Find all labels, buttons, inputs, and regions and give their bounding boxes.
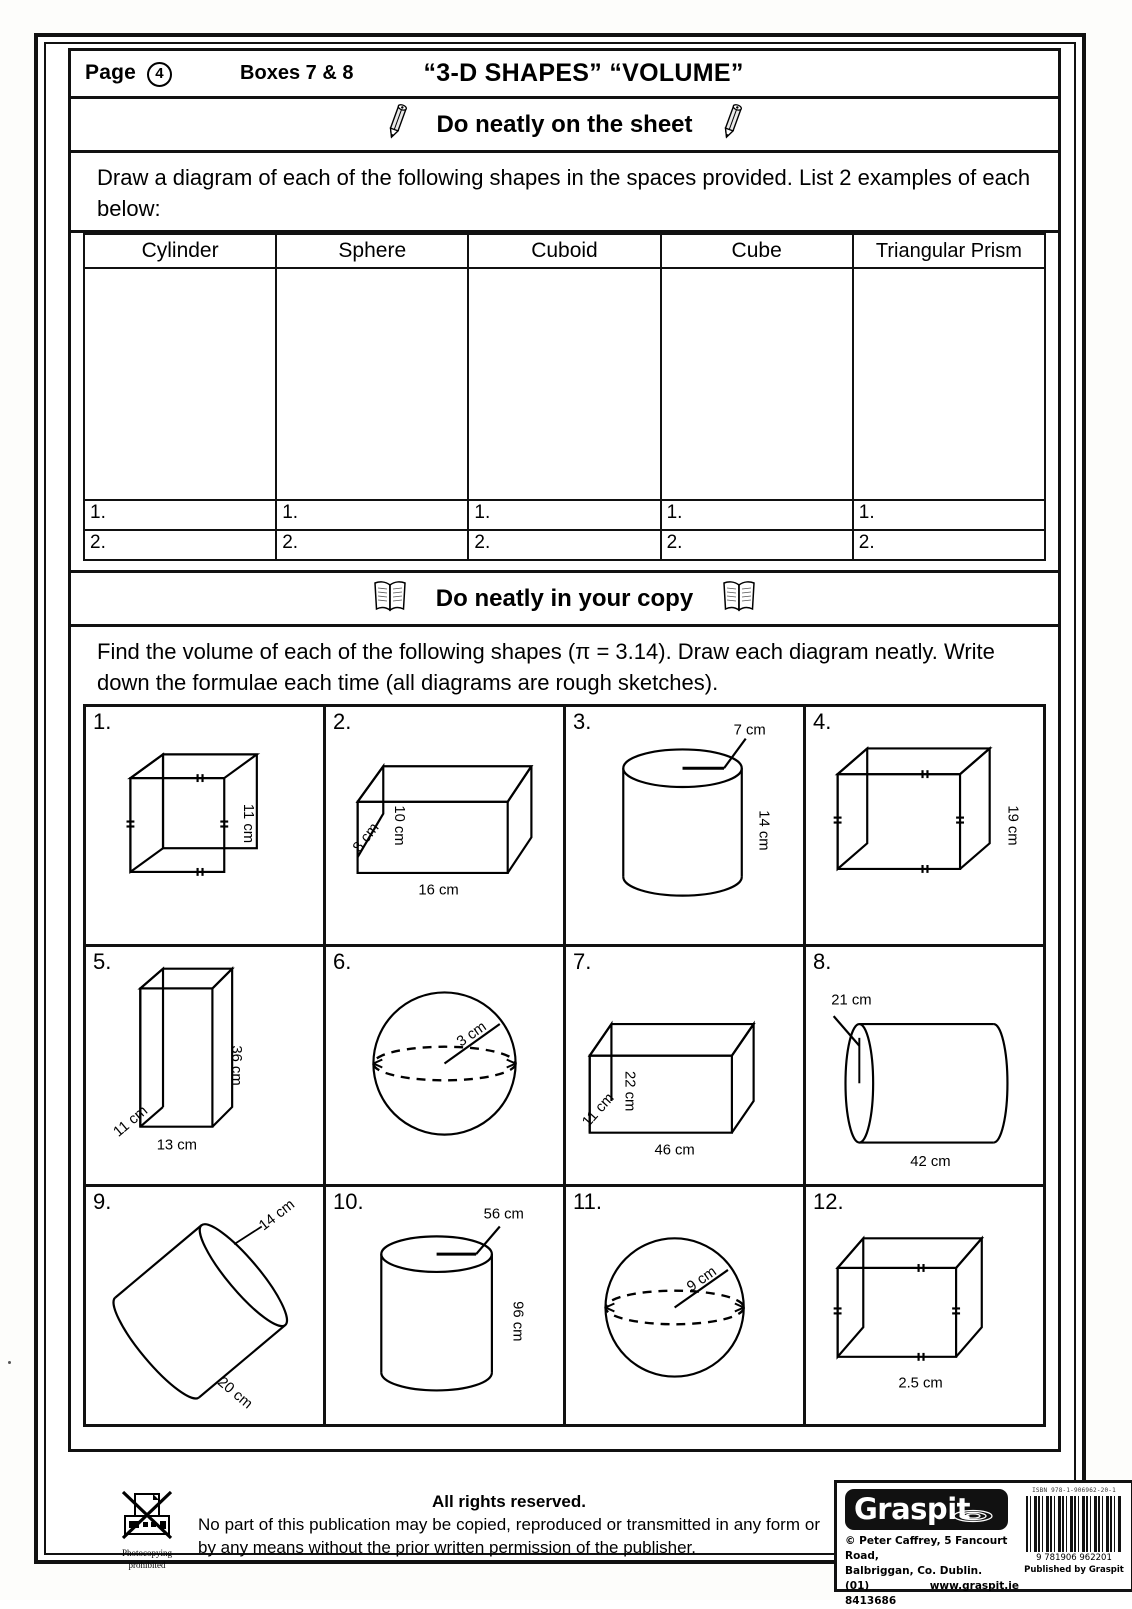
example-1-cylinder[interactable]: 1. (84, 500, 276, 530)
figure-cylinder-10 (326, 1187, 563, 1424)
page-number: 4 (147, 62, 172, 87)
shapes-drawing-row (84, 268, 1045, 500)
shapes-header-triangular-prism: Triangular Prism (853, 234, 1045, 268)
dimension-label: 10 cm (391, 805, 408, 846)
dimension-label: 7 cm (733, 722, 766, 739)
example-1-cube[interactable]: 1. (661, 500, 853, 530)
problem-cell-2[interactable] (325, 706, 565, 946)
shapes-header-sphere: Sphere (276, 234, 468, 268)
worksheet-body (68, 48, 1061, 1452)
page-outer-border (34, 33, 1124, 1607)
ripple-icon (952, 1508, 994, 1528)
problem-number-6: 6. (333, 949, 352, 974)
dimension-label: 42 cm (910, 1154, 951, 1171)
problems-row-1 (85, 706, 1045, 946)
problem-cell-1[interactable] (85, 706, 325, 946)
figure-sphere-11 (566, 1187, 803, 1424)
graspit-logo (845, 1489, 1008, 1530)
figure-cylinder-3 (566, 707, 803, 944)
graspit-brand-name: Graspit (854, 1492, 970, 1526)
published-by-text: Published by Graspit (1024, 1565, 1124, 1575)
problems-grid-band (71, 704, 1058, 1427)
rights-body: No part of this publication may be copied, reproduced or transmitted in any form or by any means without the prior written permission of the publisher. (198, 1515, 820, 1557)
figure-cube-4 (806, 707, 1043, 944)
dimension-label: 22 cm (621, 1071, 638, 1112)
figure-cylinder-horizontal-8 (806, 947, 1043, 1184)
dimension-label: 11 cm (110, 1102, 151, 1141)
header-band (71, 51, 1058, 99)
figure-cuboid-5 (86, 947, 323, 1184)
isbn-text: ISBN 978-1-906962-20-1 (1032, 1487, 1116, 1494)
figure-cuboid-7 (566, 947, 803, 1184)
page-footer (74, 1474, 1132, 1607)
dimension-label: 20 cm (214, 1374, 256, 1413)
photocopy-caption-line-2: prohibited (128, 1560, 166, 1570)
example-2-sphere[interactable]: 2. (276, 530, 468, 560)
barcode-image (1026, 1496, 1122, 1552)
ribbon-copy-text: Do neatly in your copy (435, 584, 694, 612)
drawing-space-sphere[interactable] (276, 268, 468, 500)
publisher-block (834, 1480, 1132, 1607)
problem-cell-5[interactable] (85, 946, 325, 1186)
problem-cell-3[interactable] (565, 706, 805, 946)
problem-cell-6[interactable] (325, 946, 565, 1186)
shapes-table-band (71, 233, 1058, 573)
dimension-label: 8 cm (350, 820, 383, 856)
rights-title: All rights reserved. (431, 1492, 586, 1511)
dimension-label: 21 cm (831, 992, 872, 1009)
shapes-table (83, 233, 1046, 561)
dimension-label: 11 cm (579, 1090, 618, 1131)
example-2-triangular-prism[interactable]: 2. (853, 530, 1045, 560)
open-book-icon (370, 576, 410, 621)
problem-cell-8[interactable] (805, 946, 1045, 1186)
publisher-address-line-2: Balbriggan, Co. Dublin. (845, 1565, 983, 1577)
drawing-space-cuboid[interactable] (468, 268, 660, 500)
problem-cell-4[interactable] (805, 706, 1045, 946)
ribbon-sheet-text: Do neatly on the sheet (436, 110, 693, 138)
dimension-label: 16 cm (418, 882, 459, 899)
page-label-text: Page (85, 60, 136, 84)
shapes-example-row-1 (84, 500, 1045, 530)
publisher-website[interactable]: www.graspit.ie (929, 1580, 1019, 1592)
instruction-top-band (71, 153, 1058, 233)
dimension-label: 96 cm (509, 1301, 526, 1342)
publisher-phone: (01) 8413686 (845, 1580, 897, 1607)
example-1-triangular-prism[interactable]: 1. (853, 500, 1045, 530)
photocopying-prohibited-icon (108, 1490, 186, 1571)
photocopy-caption-line-1: Photocopying (121, 1548, 172, 1558)
problems-row-2 (85, 946, 1045, 1186)
figure-cube-1 (86, 707, 323, 944)
shapes-header-cuboid: Cuboid (468, 234, 660, 268)
instruction-bottom-band (71, 627, 1058, 704)
problem-number-9: 9. (93, 1189, 112, 1214)
publisher-address-line-1: © Peter Caffrey, 5 Fancourt Road, (845, 1535, 1008, 1562)
problem-cell-9[interactable] (85, 1186, 325, 1426)
problem-number-12: 12. (813, 1189, 844, 1214)
figure-cuboid-2 (326, 707, 563, 944)
shapes-header-cube: Cube (661, 234, 853, 268)
boxes-label: Boxes 7 & 8 (240, 62, 354, 84)
problem-number-2: 2. (333, 709, 352, 734)
ribbon-do-neatly-copy (71, 573, 1058, 627)
dimension-label: 13 cm (156, 1137, 197, 1154)
problem-cell-12[interactable] (805, 1186, 1045, 1426)
problems-row-3 (85, 1186, 1045, 1426)
problem-number-11: 11. (573, 1189, 602, 1214)
ribbon-do-neatly-sheet (71, 99, 1058, 153)
isbn-barcode-block (1019, 1483, 1131, 1589)
problem-number-3: 3. (573, 709, 592, 734)
problem-cell-7[interactable] (565, 946, 805, 1186)
dimension-label: 46 cm (654, 1142, 695, 1159)
pencil-icon (719, 102, 745, 147)
problem-number-4: 4. (813, 709, 832, 734)
dimension-label: 11 cm (240, 803, 256, 844)
problems-table (83, 704, 1046, 1427)
problem-number-7: 7. (573, 949, 592, 974)
publisher-details (837, 1483, 1019, 1607)
dimension-label: 3 cm (454, 1018, 490, 1051)
problem-number-8: 8. (813, 949, 832, 974)
instruction-top-text: Draw a diagram of each of the following shapes in the spaces provided. List 2 examples of each below: (97, 165, 1031, 221)
shapes-table-header-row (84, 234, 1045, 268)
rights-notice (198, 1492, 820, 1559)
dimension-label: 14 cm (256, 1196, 298, 1235)
dimension-label: 9 cm (684, 1263, 720, 1296)
example-2-cube[interactable]: 2. (661, 530, 853, 560)
page-title: “3-D SHAPES” “VOLUME” (423, 59, 744, 87)
instruction-bottom-text: Find the volume of each of the following shapes (π = 3.14). Draw each diagram neatly. Write down the formulae each time (all diagrams are rough sketches). (97, 639, 995, 695)
figure-cube-12 (806, 1187, 1043, 1424)
drawing-space-cube[interactable] (661, 268, 853, 500)
pencil-icon (384, 102, 410, 147)
problem-number-10: 10. (333, 1189, 364, 1214)
drawing-space-cylinder[interactable] (84, 268, 276, 500)
problem-number-5: 5. (93, 949, 112, 974)
open-book-icon (719, 576, 759, 621)
problem-number-1: 1. (93, 709, 112, 734)
dimension-label: 19 cm (1004, 805, 1021, 846)
example-1-cuboid[interactable]: 1. (468, 500, 660, 530)
example-1-sphere[interactable]: 1. (276, 500, 468, 530)
page-speck (8, 1361, 11, 1364)
dimension-label: 36 cm (228, 1045, 245, 1086)
figure-cylinder-tilted-9 (86, 1187, 323, 1424)
shapes-example-row-2 (84, 530, 1045, 560)
example-2-cylinder[interactable]: 2. (84, 530, 276, 560)
dimension-label: 56 cm (483, 1206, 524, 1223)
drawing-space-triangular-prism[interactable] (853, 268, 1045, 500)
shapes-header-cylinder: Cylinder (84, 234, 276, 268)
page-label (85, 61, 172, 87)
figure-sphere-6 (326, 947, 563, 1184)
barcode-number: 9 781906 962201 (1036, 1553, 1112, 1563)
problem-cell-11[interactable] (565, 1186, 805, 1426)
dimension-label: 2.5 cm (898, 1375, 943, 1392)
dimension-label: 14 cm (755, 810, 772, 851)
problem-cell-10[interactable] (325, 1186, 565, 1426)
example-2-cuboid[interactable]: 2. (468, 530, 660, 560)
